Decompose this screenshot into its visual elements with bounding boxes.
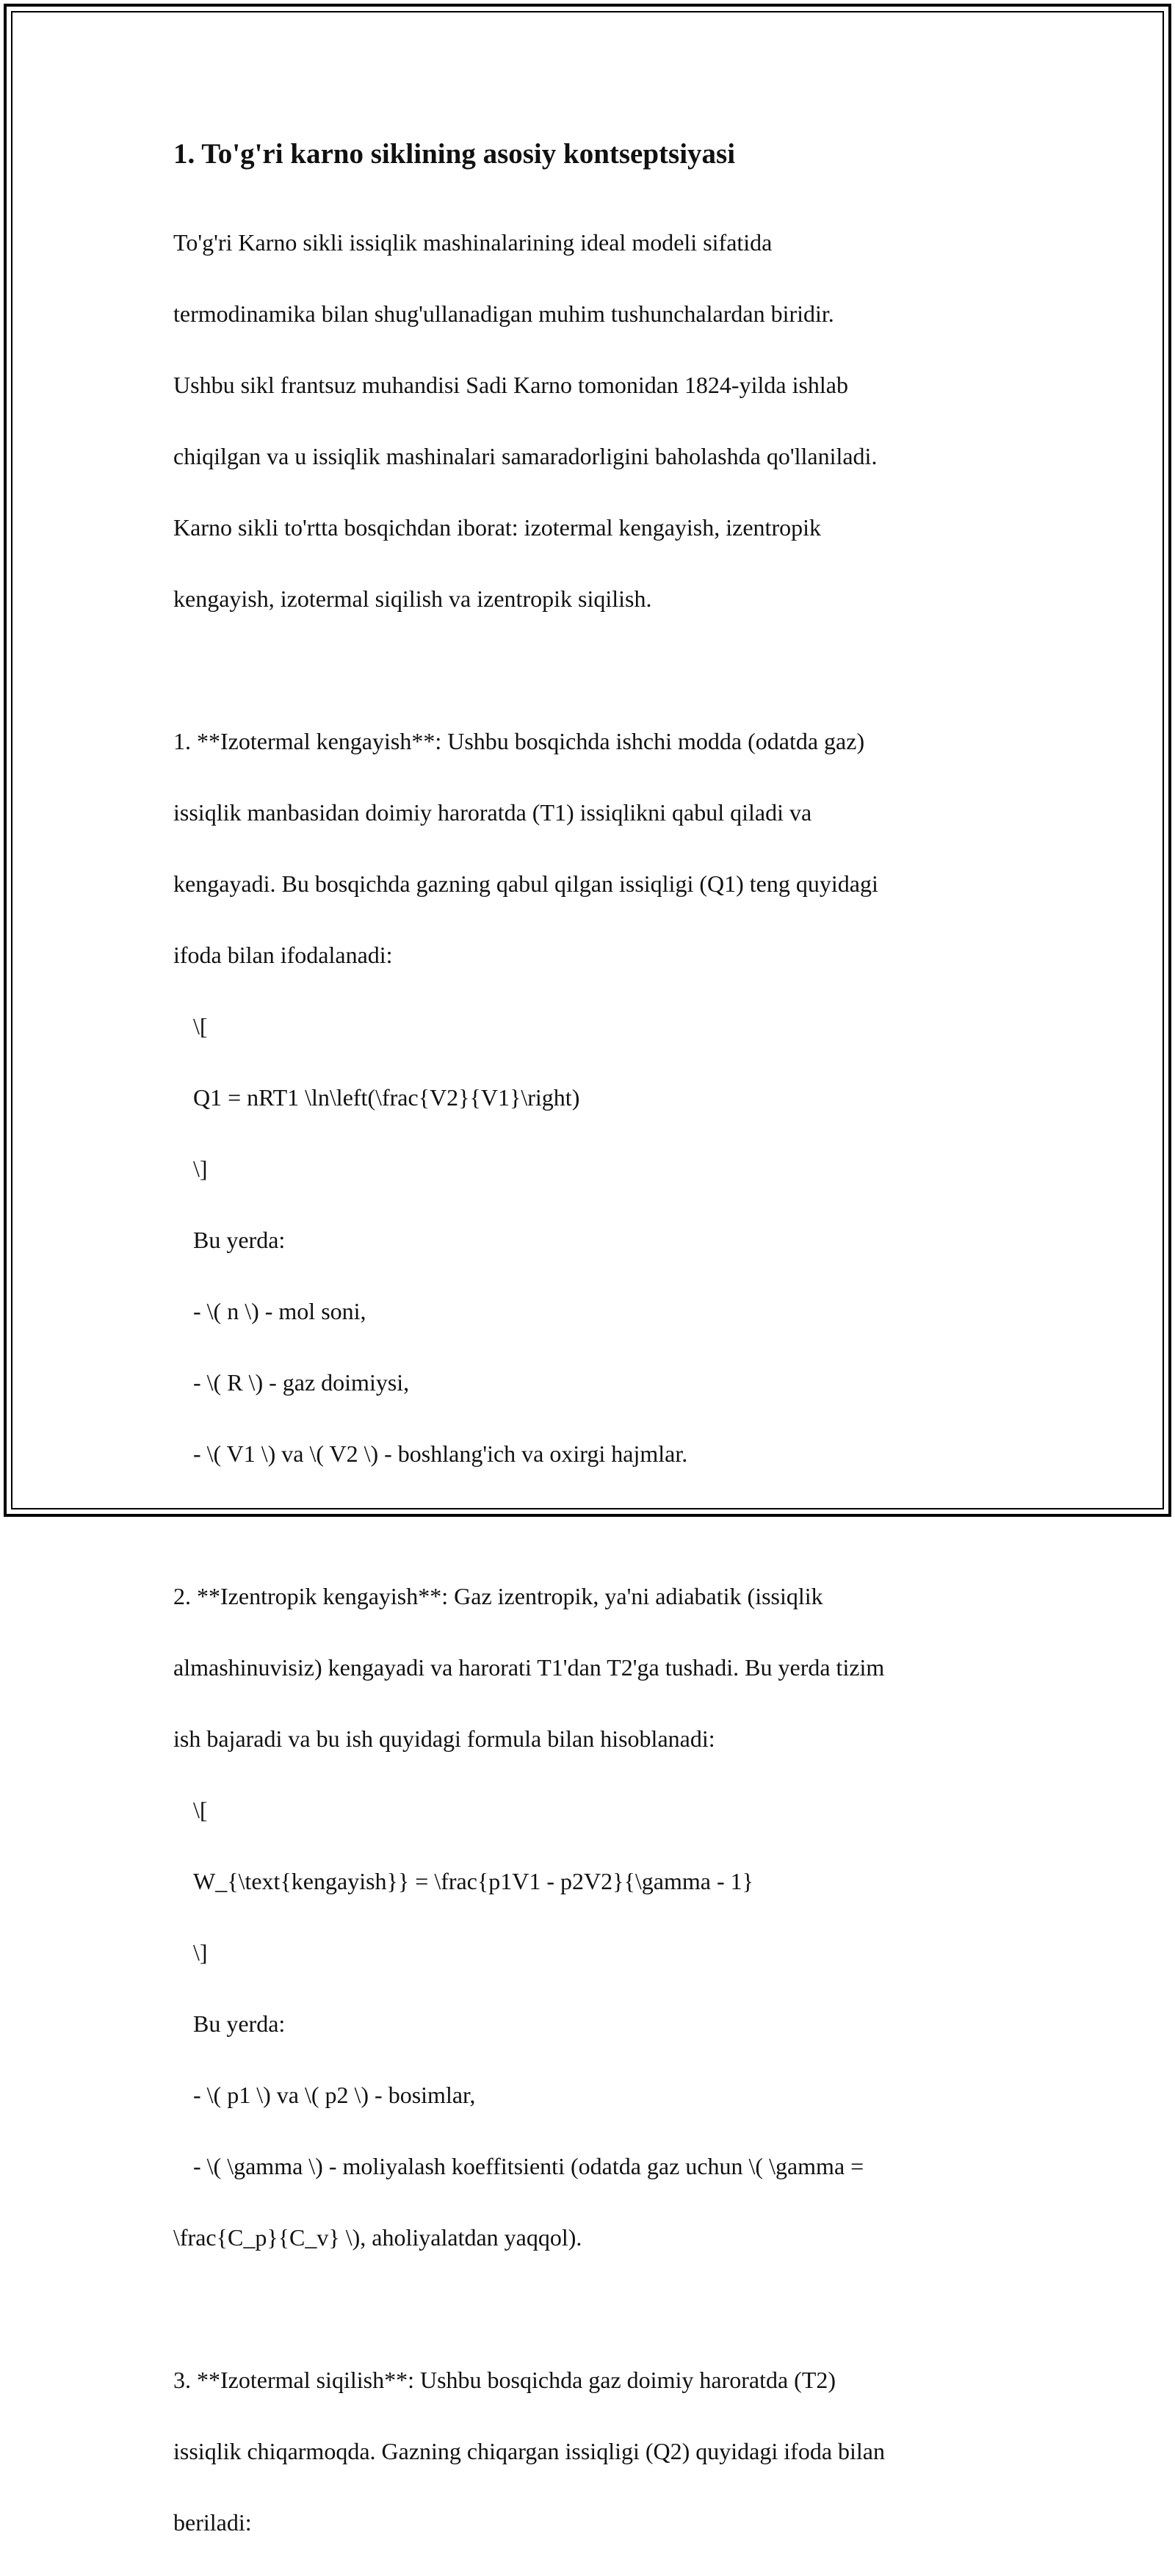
text-line: To'g'ri Karno sikli issiqlik mashinalarining ideal modeli sifatida — [173, 228, 773, 256]
formula-close: \] — [193, 1938, 208, 1966]
definition-item: - \( \gamma \) - moliyalash koeffitsienti (odatda gaz uchun \( \gamma = — [193, 2152, 864, 2179]
section-heading: 1. To'g'ri karno siklining asosiy kontseptsiyasi — [173, 138, 736, 170]
document-body — [173, 136, 1003, 2576]
text-line: termodinamika bilan shug'ullanadigan muhim tushunchalardan biridir. — [173, 300, 834, 327]
step-2-paragraph — [173, 1543, 1003, 2291]
formula-open: \[ — [193, 1012, 208, 1039]
formula-q1: Q1 = nRT1 \ln\left(\frac{V2}{V1}\right) — [193, 1083, 580, 1111]
definition-item: - \( p1 \) va \( p2 \) - bosimlar, — [193, 2081, 476, 2108]
text-line: ish bajaradi va bu ish quyidagi formula bilan hisoblanadi: — [173, 1725, 715, 1752]
text-line: almashinuvisiz) kengayadi va harorati T1'dan T2'ga tushadi. Bu yerda tizim — [173, 1653, 885, 1681]
where-label: Bu yerda: — [193, 1226, 286, 1253]
paragraph-gap — [173, 2291, 1003, 2327]
text-line: ifoda bilan ifodalanadi: — [173, 941, 393, 968]
text-line: issiqlik manbasidan doimiy haroratda (T1) issiqlikni qabul qiladi va — [173, 798, 812, 826]
definition-item: - \( R \) - gaz doimiysi, — [193, 1368, 410, 1396]
step-1-paragraph — [173, 688, 1003, 1507]
paragraph-gap — [173, 652, 1003, 688]
formula-close: \] — [193, 1155, 208, 1182]
text-line: 3. **Izotermal siqilish**: Ushbu bosqichda gaz doimiy haroratda (T2) — [173, 2366, 836, 2393]
text-line: beriladi: — [173, 2508, 252, 2536]
definition-item: - \( n \) - mol soni, — [193, 1297, 366, 1324]
text-line: issiqlik chiqarmoqda. Gazning chiqargan issiqligi (Q2) quyidagi ifoda bilan — [173, 2437, 885, 2464]
where-label: Bu yerda: — [193, 2010, 286, 2037]
text-line: 2. **Izentropik kengayish**: Gaz izentropik, ya'ni adiabatik (issiqlik — [173, 1582, 823, 1609]
intro-paragraph — [173, 189, 1003, 652]
text-line: Ushbu sikl frantsuz muhandisi Sadi Karno tomonidan 1824-yilda ishlab — [173, 371, 848, 398]
paragraph-gap — [173, 1507, 1003, 1543]
text-line: 1. **Izotermal kengayish**: Ushbu bosqichda ishchi modda (odatda gaz) — [173, 727, 865, 754]
text-line: \frac{C_p}{C_v} \), aholiyalatdan yaqqol). — [173, 2223, 582, 2251]
text-line: Karno sikli to'rtta bosqichdan iborat: izotermal kengayish, izentropik — [173, 513, 821, 541]
definition-item: - \( V1 \) va \( V2 \) - boshlang'ich va oxirgi hajmlar. — [193, 1440, 688, 1467]
text-line: kengayadi. Bu bosqichda gazning qabul qilgan issiqligi (Q1) teng quyidagi — [173, 870, 878, 897]
step-3-paragraph — [173, 2326, 1003, 2576]
text-line: chiqilgan va u issiqlik mashinalari samaradorligini baholashda qo'llaniladi. — [173, 442, 878, 469]
text-line: kengayish, izotermal siqilish va izentropik siqilish. — [173, 585, 652, 612]
formula-open: \[ — [193, 1796, 208, 1823]
formula-work: W_{\text{kengayish}} = \frac{p1V1 - p2V2}{\gamma - 1} — [193, 1867, 753, 1894]
